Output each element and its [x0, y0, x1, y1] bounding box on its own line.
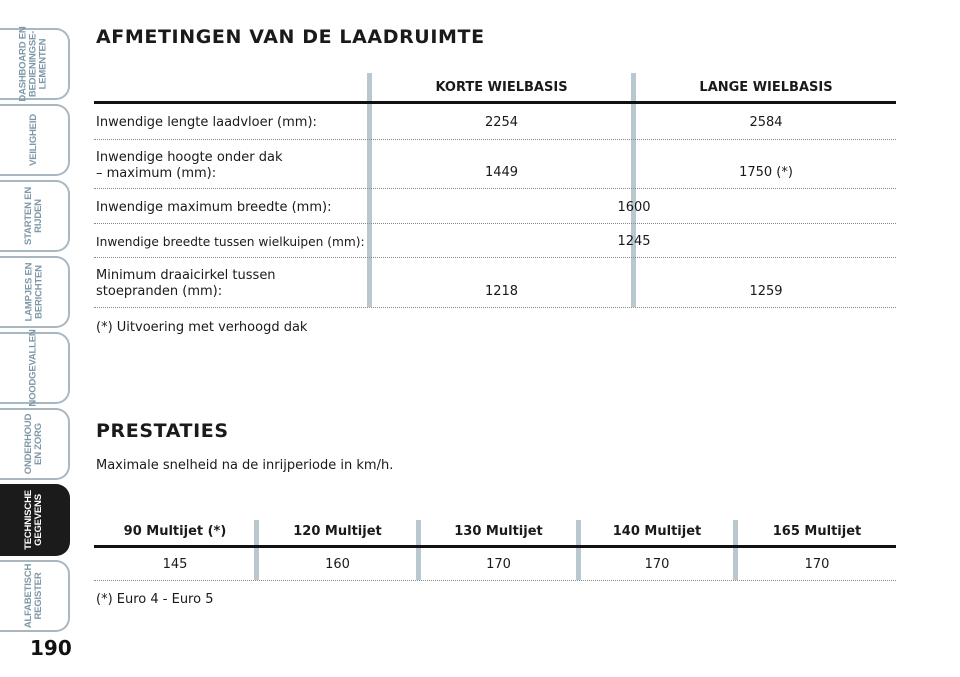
row-divider [94, 257, 896, 258]
tab-noodgevallen[interactable] [0, 329, 70, 407]
engine-header: 140 Multijet [612, 524, 702, 539]
footnote-dimensions: (*) Uitvoering met verhoogd dak [96, 320, 308, 335]
value-both: 1245 [617, 234, 651, 249]
footnote-performance: (*) Euro 4 - Euro 5 [96, 592, 214, 607]
header-short-wheelbase: KORTE WIELBASIS [435, 80, 568, 95]
row-label: Inwendige lengte laadvloer (mm): [96, 115, 317, 130]
engine-header: 120 Multijet [293, 524, 382, 539]
row-divider [94, 307, 896, 308]
row-divider [94, 580, 896, 581]
row-divider [94, 188, 896, 189]
tab-label: ALFABETISCH REGISTER [23, 563, 44, 629]
tab-onderhoud-en-zorg[interactable] [0, 408, 70, 480]
row-divider [94, 139, 896, 140]
row-label: Inwendige breedte tussen wielkuipen (mm): [96, 235, 365, 249]
value-short: 2254 [484, 115, 519, 130]
speed-value: 160 [325, 557, 350, 572]
header-long-wheelbase: LANGE WIELBASIS [699, 80, 833, 95]
tab-label: NOODGEVALLEN [28, 329, 39, 407]
tab-alfabetisch-register[interactable] [0, 560, 70, 632]
performance-subtitle: Maximale snelheid na de inrijperiode in km/h. [96, 458, 394, 473]
row-label: Inwendige hoogte onder dak – maximum (mm): [96, 150, 283, 181]
tab-label: TECHNISCHE GEGEVENS [22, 490, 44, 550]
section-title-performance: PRESTATIES [96, 420, 229, 442]
tab-starten-en-rijden[interactable] [0, 180, 70, 252]
tab-label: STARTEN EN RIJDEN [23, 187, 44, 245]
value-long: 1259 [749, 284, 783, 299]
header-rule [94, 101, 896, 104]
tab-dashboard[interactable] [0, 28, 70, 100]
engine-header: 165 Multijet [772, 524, 862, 539]
engine-header: 130 Multijet [454, 524, 543, 539]
tab-label: LAMPJES EN BERICHTEN [23, 262, 44, 322]
speed-value: 170 [644, 557, 670, 572]
value-long: 2584 [749, 115, 783, 130]
row-label: Minimum draaicirkel tussen stoepranden (mm): [96, 268, 276, 299]
speed-value: 170 [486, 557, 511, 572]
tab-label: DASHBOARD EN BEDIENINGSE- LEMENTEN [18, 26, 49, 102]
page-number: 190 [30, 636, 72, 660]
tab-veiligheid[interactable] [0, 104, 70, 176]
value-short: 1449 [484, 165, 519, 180]
engine-header: 90 Multijet (*) [123, 524, 227, 539]
value-long: 1750 (*) [739, 165, 793, 180]
tab-label: ONDERHOUD EN ZORG [22, 413, 44, 475]
row-label: Inwendige maximum breedte (mm): [96, 200, 332, 215]
tab-lampjes-en-berichten[interactable] [0, 256, 70, 328]
column-divider [367, 73, 372, 307]
tab-technische-gegevens[interactable] [0, 484, 70, 556]
speed-value: 170 [804, 557, 830, 572]
value-short: 1218 [484, 284, 519, 299]
value-both: 1600 [617, 200, 651, 215]
speed-value: 145 [162, 557, 188, 572]
row-divider [94, 223, 896, 224]
column-divider [631, 73, 636, 307]
header-rule [94, 545, 896, 548]
section-title-dimensions: AFMETINGEN VAN DE LAADRUIMTE [96, 26, 485, 48]
tab-label: VEILIGHEID [28, 114, 39, 166]
